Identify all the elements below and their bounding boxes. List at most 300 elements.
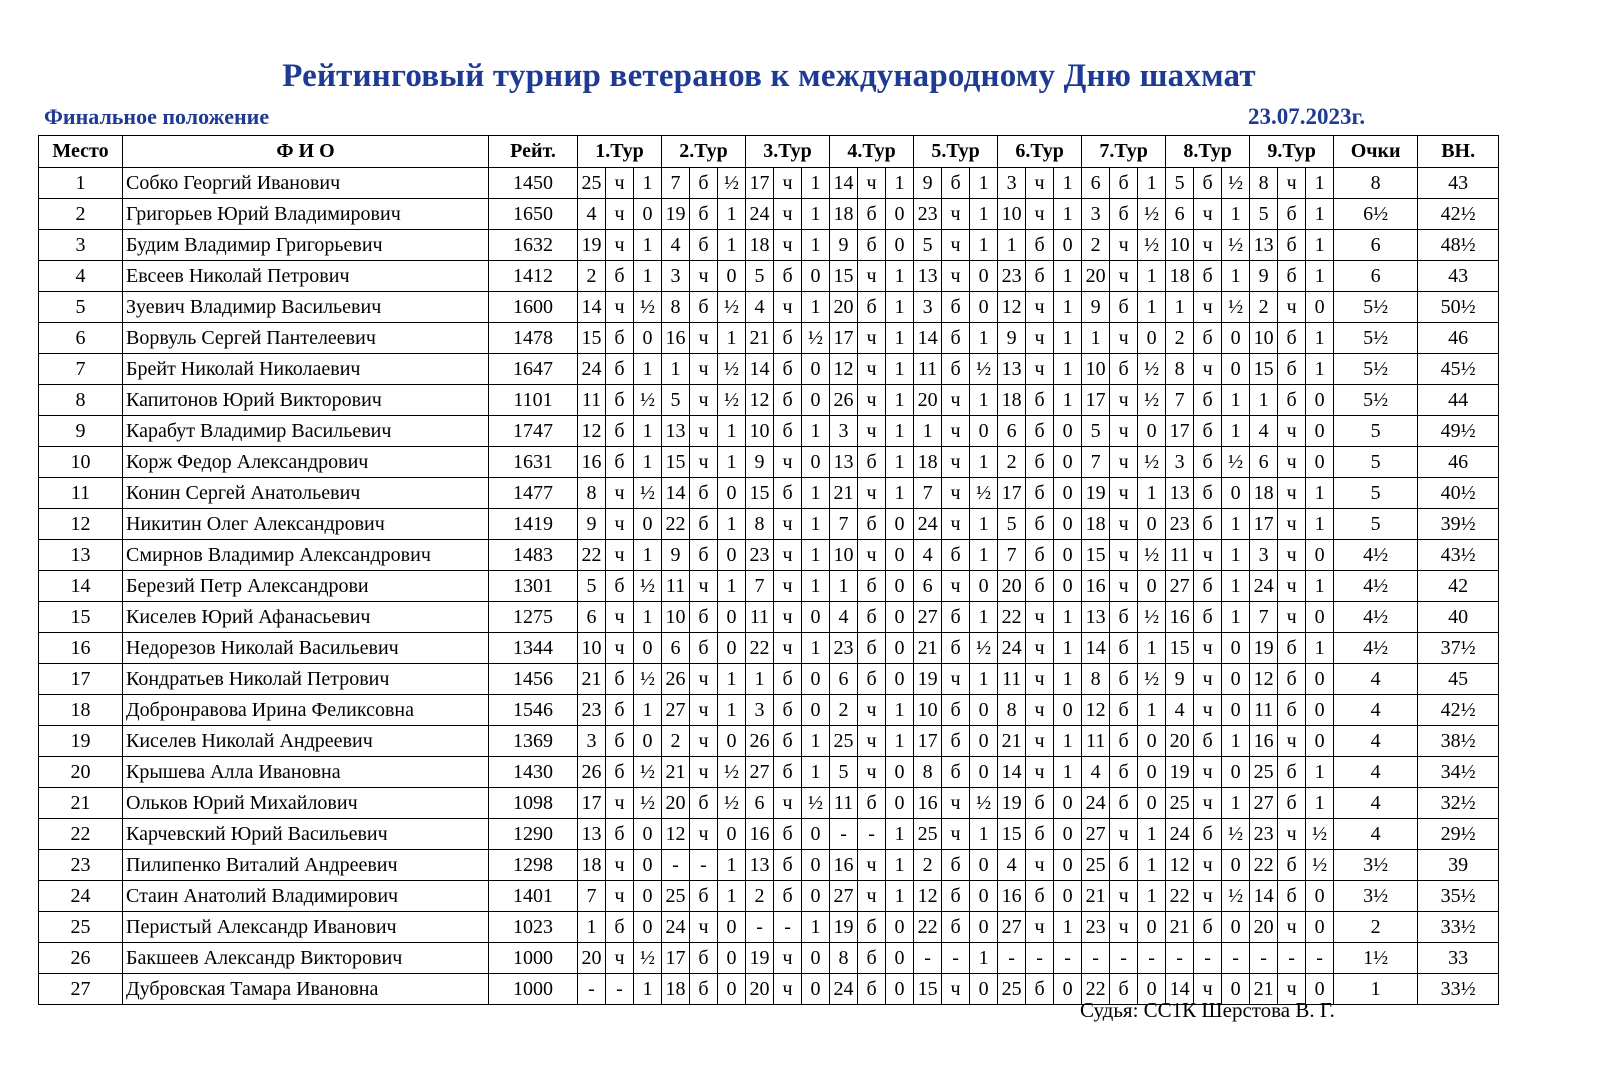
round-5-result-cell: 1 [970,199,998,230]
round-7-color-cell: ч [1110,912,1138,943]
points-cell: 5½ [1334,385,1418,416]
round-9-result-cell: 0 [1306,726,1334,757]
place-cell: 2 [39,199,123,230]
round-9-result-cell: 1 [1306,571,1334,602]
round-3-color-cell: ч [774,509,802,540]
player-name-cell: Киселев Юрий Афанасьевич [123,602,489,633]
buchholz-cell: 33 [1418,943,1499,974]
round-5-result-cell: 0 [970,726,998,757]
round-4-result-cell: 0 [886,912,914,943]
round-8-color-cell: б [1194,819,1222,850]
round-7-opponent-cell: 10 [1082,354,1110,385]
round-1-result-cell: 0 [634,912,662,943]
rating-cell: 1023 [489,912,578,943]
round-3-opponent-cell: 7 [746,571,774,602]
round-1-color-cell: ч [606,943,634,974]
round-6-opponent-cell: 19 [998,788,1026,819]
round-8-result-cell: ½ [1222,819,1250,850]
round-2-result-cell: 1 [718,323,746,354]
buchholz-cell: 38½ [1418,726,1499,757]
round-5-opponent-cell: 11 [914,354,942,385]
round-7-opponent-cell: 5 [1082,416,1110,447]
round-3-color-cell: б [774,261,802,292]
round-7-opponent-cell: 19 [1082,478,1110,509]
round-7-color-cell: б [1110,354,1138,385]
round-5-color-cell: ч [942,385,970,416]
round-9-opponent-cell: 13 [1250,230,1278,261]
round-7-result-cell: ½ [1138,602,1166,633]
buchholz-cell: 43½ [1418,540,1499,571]
round-9-result-cell: 0 [1306,540,1334,571]
round-5-opponent-cell: 14 [914,323,942,354]
round-2-result-cell: 1 [718,509,746,540]
round-3-color-cell: ч [774,571,802,602]
round-4-result-cell: 1 [886,323,914,354]
round-7-result-cell: 1 [1138,850,1166,881]
round-6-result-cell: 1 [1054,757,1082,788]
points-cell: 5½ [1334,323,1418,354]
round-8-opponent-cell: 5 [1166,168,1194,199]
round-6-result-cell: 0 [1054,447,1082,478]
player-name-cell: Никитин Олег Александрович [123,509,489,540]
round-4-result-cell: 0 [886,943,914,974]
round-8-result-cell: ½ [1222,292,1250,323]
round-1-opponent-cell: 20 [578,943,606,974]
round-9-result-cell: 1 [1306,230,1334,261]
round-1-color-cell: ч [606,168,634,199]
round-6-color-cell: ч [1026,695,1054,726]
round-4-color-cell: ч [858,726,886,757]
table-row [39,416,1499,447]
round-6-opponent-cell: - [998,943,1026,974]
round-3-opponent-cell: 20 [746,974,774,1005]
round-5-opponent-cell: - [914,943,942,974]
round-4-color-cell: - [858,819,886,850]
round-2-opponent-cell: 13 [662,416,690,447]
round-7-opponent-cell: 1 [1082,323,1110,354]
round-3-result-cell: 0 [802,819,830,850]
round-9-result-cell: ½ [1306,819,1334,850]
round-8-color-cell: ч [1194,881,1222,912]
round-7-result-cell: 0 [1138,974,1166,1005]
round-7-result-cell: ½ [1138,230,1166,261]
round-4-opponent-cell: 5 [830,757,858,788]
round-5-result-cell: 1 [970,943,998,974]
round-6-opponent-cell: 14 [998,757,1026,788]
round-8-color-cell: б [1194,261,1222,292]
header-round-7: 7.Тур [1082,136,1166,168]
round-2-opponent-cell: 5 [662,385,690,416]
table-row [39,788,1499,819]
round-4-opponent-cell: 26 [830,385,858,416]
round-6-result-cell: - [1054,943,1082,974]
buchholz-cell: 49½ [1418,416,1499,447]
round-8-opponent-cell: 15 [1166,633,1194,664]
round-7-result-cell: 1 [1138,261,1166,292]
round-7-color-cell: б [1110,292,1138,323]
round-2-color-cell: ч [690,726,718,757]
round-2-result-cell: 0 [718,912,746,943]
round-4-result-cell: 1 [886,881,914,912]
round-3-color-cell: б [774,726,802,757]
place-cell: 3 [39,230,123,261]
round-3-color-cell: б [774,664,802,695]
round-8-result-cell: 0 [1222,323,1250,354]
round-4-color-cell: ч [858,385,886,416]
round-4-color-cell: б [858,912,886,943]
table-row [39,695,1499,726]
round-9-opponent-cell: 4 [1250,416,1278,447]
round-8-opponent-cell: 20 [1166,726,1194,757]
round-5-color-cell: - [942,943,970,974]
round-6-result-cell: 0 [1054,571,1082,602]
table-row [39,912,1499,943]
round-2-color-cell: б [690,509,718,540]
round-2-color-cell: ч [690,323,718,354]
round-6-result-cell: 1 [1054,168,1082,199]
rating-cell: 1275 [489,602,578,633]
round-2-opponent-cell: 1 [662,354,690,385]
round-1-color-cell: - [606,974,634,1005]
buchholz-cell: 45½ [1418,354,1499,385]
round-7-result-cell: 0 [1138,323,1166,354]
round-8-opponent-cell: - [1166,943,1194,974]
round-3-color-cell: ч [774,974,802,1005]
round-7-result-cell: 0 [1138,912,1166,943]
place-cell: 18 [39,695,123,726]
round-3-opponent-cell: 4 [746,292,774,323]
round-3-color-cell: ч [774,633,802,664]
player-name-cell: Григорьев Юрий Владимирович [123,199,489,230]
round-4-result-cell: 1 [886,447,914,478]
round-8-opponent-cell: 8 [1166,354,1194,385]
rating-cell: 1412 [489,261,578,292]
round-7-color-cell: ч [1110,416,1138,447]
round-1-opponent-cell: 10 [578,633,606,664]
round-4-opponent-cell: 2 [830,695,858,726]
round-8-opponent-cell: 12 [1166,850,1194,881]
round-9-result-cell: 0 [1306,385,1334,416]
round-7-color-cell: б [1110,757,1138,788]
round-6-color-cell: б [1026,261,1054,292]
round-9-opponent-cell: 11 [1250,695,1278,726]
round-2-result-cell: 1 [718,850,746,881]
round-5-opponent-cell: 10 [914,695,942,726]
round-2-result-cell: ½ [718,385,746,416]
round-2-color-cell: б [690,974,718,1005]
round-3-color-cell: б [774,385,802,416]
points-cell: 4½ [1334,633,1418,664]
round-8-result-cell: 0 [1222,974,1250,1005]
table-row [39,633,1499,664]
round-4-color-cell: ч [858,540,886,571]
round-4-result-cell: 1 [886,850,914,881]
round-1-opponent-cell: 8 [578,478,606,509]
round-1-result-cell: ½ [634,385,662,416]
points-cell: 5 [1334,478,1418,509]
round-8-color-cell: б [1194,571,1222,602]
round-4-result-cell: 1 [886,416,914,447]
round-4-color-cell: б [858,788,886,819]
round-3-opponent-cell: 24 [746,199,774,230]
round-3-color-cell: ч [774,292,802,323]
round-6-opponent-cell: 21 [998,726,1026,757]
player-name-cell: Карчевский Юрий Васильевич [123,819,489,850]
round-6-opponent-cell: 6 [998,416,1026,447]
round-8-result-cell: ½ [1222,447,1250,478]
round-5-color-cell: б [942,602,970,633]
round-4-color-cell: ч [858,881,886,912]
place-cell: 17 [39,664,123,695]
round-7-opponent-cell: 7 [1082,447,1110,478]
round-8-color-cell: б [1194,912,1222,943]
round-9-color-cell: б [1278,881,1306,912]
round-8-result-cell: 1 [1222,571,1250,602]
round-2-result-cell: 0 [718,261,746,292]
round-7-opponent-cell: - [1082,943,1110,974]
round-3-opponent-cell: 27 [746,757,774,788]
round-9-result-cell: 1 [1306,323,1334,354]
place-cell: 13 [39,540,123,571]
round-9-opponent-cell: 6 [1250,447,1278,478]
round-2-opponent-cell: 22 [662,509,690,540]
round-3-opponent-cell: 15 [746,478,774,509]
buchholz-cell: 37½ [1418,633,1499,664]
round-9-opponent-cell: 16 [1250,726,1278,757]
round-2-color-cell: - [690,850,718,881]
round-5-color-cell: б [942,881,970,912]
round-4-opponent-cell: 21 [830,478,858,509]
table-row [39,943,1499,974]
round-6-opponent-cell: 24 [998,633,1026,664]
round-1-result-cell: 0 [634,509,662,540]
table-row [39,571,1499,602]
round-2-color-cell: ч [690,664,718,695]
round-4-color-cell: б [858,230,886,261]
round-2-result-cell: 1 [718,571,746,602]
points-cell: 4 [1334,695,1418,726]
round-9-color-cell: ч [1278,726,1306,757]
round-7-color-cell: ч [1110,881,1138,912]
round-1-opponent-cell: 14 [578,292,606,323]
round-8-color-cell: ч [1194,199,1222,230]
round-3-color-cell: ч [774,447,802,478]
player-name-cell: Стаин Анатолий Владимирович [123,881,489,912]
round-4-color-cell: ч [858,323,886,354]
round-7-opponent-cell: 15 [1082,540,1110,571]
round-2-color-cell: ч [690,261,718,292]
round-9-color-cell: ч [1278,168,1306,199]
round-6-color-cell: ч [1026,199,1054,230]
round-8-color-cell: ч [1194,850,1222,881]
points-cell: 6 [1334,261,1418,292]
round-1-result-cell: 1 [634,540,662,571]
round-3-result-cell: ½ [802,323,830,354]
round-5-color-cell: ч [942,230,970,261]
round-2-result-cell: ½ [718,292,746,323]
player-name-cell: Конин Сергей Анатольевич [123,478,489,509]
round-1-opponent-cell: 13 [578,819,606,850]
round-2-color-cell: ч [690,695,718,726]
round-6-opponent-cell: 1 [998,230,1026,261]
round-5-color-cell: ч [942,509,970,540]
round-8-result-cell: 0 [1222,354,1250,385]
round-8-color-cell: ч [1194,974,1222,1005]
round-6-color-cell: б [1026,540,1054,571]
round-1-result-cell: ½ [634,943,662,974]
rating-cell: 1650 [489,199,578,230]
place-cell: 24 [39,881,123,912]
round-9-opponent-cell: 12 [1250,664,1278,695]
round-5-opponent-cell: 2 [914,850,942,881]
round-5-color-cell: б [942,354,970,385]
round-7-opponent-cell: 12 [1082,695,1110,726]
round-3-color-cell: - [774,912,802,943]
round-3-result-cell: 1 [802,478,830,509]
round-1-result-cell: 1 [634,447,662,478]
round-6-result-cell: 1 [1054,261,1082,292]
place-cell: 10 [39,447,123,478]
buchholz-cell: 43 [1418,168,1499,199]
round-1-color-cell: ч [606,509,634,540]
round-1-color-cell: ч [606,788,634,819]
round-2-result-cell: 0 [718,974,746,1005]
round-2-color-cell: ч [690,819,718,850]
round-8-color-cell: б [1194,509,1222,540]
round-8-color-cell: ч [1194,230,1222,261]
place-cell: 22 [39,819,123,850]
round-5-opponent-cell: 15 [914,974,942,1005]
rating-cell: 1477 [489,478,578,509]
place-cell: 6 [39,323,123,354]
round-9-result-cell: ½ [1306,850,1334,881]
round-6-color-cell: ч [1026,633,1054,664]
round-2-opponent-cell: 6 [662,633,690,664]
round-1-color-cell: б [606,323,634,354]
round-1-result-cell: 0 [634,199,662,230]
place-cell: 7 [39,354,123,385]
round-2-result-cell: ½ [718,168,746,199]
round-1-result-cell: ½ [634,757,662,788]
round-1-opponent-cell: 24 [578,354,606,385]
round-8-opponent-cell: 3 [1166,447,1194,478]
round-4-color-cell: б [858,571,886,602]
round-4-opponent-cell: 11 [830,788,858,819]
round-5-result-cell: 1 [970,819,998,850]
buchholz-cell: 45 [1418,664,1499,695]
table-row [39,602,1499,633]
round-1-result-cell: 0 [634,850,662,881]
rating-cell: 1000 [489,974,578,1005]
round-7-result-cell: ½ [1138,354,1166,385]
round-1-opponent-cell: 9 [578,509,606,540]
round-9-result-cell: 0 [1306,416,1334,447]
round-1-color-cell: б [606,261,634,292]
round-8-result-cell: 1 [1222,726,1250,757]
points-cell: 4½ [1334,540,1418,571]
round-3-opponent-cell: 26 [746,726,774,757]
round-9-result-cell: 0 [1306,974,1334,1005]
round-2-color-cell: б [690,788,718,819]
round-7-color-cell: б [1110,664,1138,695]
round-6-result-cell: 0 [1054,881,1082,912]
round-9-opponent-cell: 8 [1250,168,1278,199]
round-4-opponent-cell: 6 [830,664,858,695]
round-2-opponent-cell: - [662,850,690,881]
round-8-opponent-cell: 16 [1166,602,1194,633]
round-4-opponent-cell: 24 [830,974,858,1005]
table-row [39,664,1499,695]
judge-signature: Судья: СС1К Шерстова В. Г. [1080,998,1335,1022]
table-row [39,292,1499,323]
round-4-opponent-cell: 15 [830,261,858,292]
round-8-color-cell: ч [1194,664,1222,695]
round-4-opponent-cell: 4 [830,602,858,633]
round-9-result-cell: 0 [1306,447,1334,478]
round-4-result-cell: 0 [886,664,914,695]
points-cell: 3½ [1334,881,1418,912]
round-5-color-cell: б [942,912,970,943]
round-6-color-cell: ч [1026,757,1054,788]
round-5-result-cell: 1 [970,602,998,633]
round-1-opponent-cell: 19 [578,230,606,261]
round-9-color-cell: б [1278,664,1306,695]
header-round-6: 6.Тур [998,136,1082,168]
points-cell: 4 [1334,726,1418,757]
round-6-opponent-cell: 17 [998,478,1026,509]
round-7-result-cell: 1 [1138,478,1166,509]
round-4-result-cell: 0 [886,974,914,1005]
round-9-opponent-cell: 7 [1250,602,1278,633]
header-round-4: 4.Тур [830,136,914,168]
round-2-result-cell: 0 [718,540,746,571]
round-7-opponent-cell: 14 [1082,633,1110,664]
round-3-color-cell: ч [774,602,802,633]
round-1-color-cell: ч [606,881,634,912]
round-2-result-cell: 0 [718,726,746,757]
place-cell: 8 [39,385,123,416]
player-name-cell: Дубровская Тамара Ивановна [123,974,489,1005]
round-1-color-cell: ч [606,292,634,323]
round-2-result-cell: 1 [718,447,746,478]
round-9-result-cell: 1 [1306,478,1334,509]
place-cell: 4 [39,261,123,292]
round-7-result-cell: 0 [1138,788,1166,819]
round-9-opponent-cell: 9 [1250,261,1278,292]
round-8-result-cell: 1 [1222,416,1250,447]
round-5-result-cell: 1 [970,447,998,478]
round-6-color-cell: ч [1026,912,1054,943]
round-8-color-cell: б [1194,447,1222,478]
round-9-opponent-cell: 23 [1250,819,1278,850]
round-4-result-cell: 1 [886,168,914,199]
round-7-color-cell: ч [1110,478,1138,509]
header-round-8: 8.Тур [1166,136,1250,168]
round-8-color-cell: б [1194,602,1222,633]
round-1-result-cell: ½ [634,664,662,695]
round-2-color-cell: б [690,199,718,230]
round-4-color-cell: ч [858,261,886,292]
round-7-opponent-cell: 21 [1082,881,1110,912]
place-cell: 16 [39,633,123,664]
table-row [39,478,1499,509]
round-7-result-cell: 0 [1138,509,1166,540]
round-6-opponent-cell: 2 [998,447,1026,478]
round-2-opponent-cell: 18 [662,974,690,1005]
points-cell: 2 [1334,912,1418,943]
round-8-opponent-cell: 23 [1166,509,1194,540]
round-4-result-cell: 0 [886,230,914,261]
